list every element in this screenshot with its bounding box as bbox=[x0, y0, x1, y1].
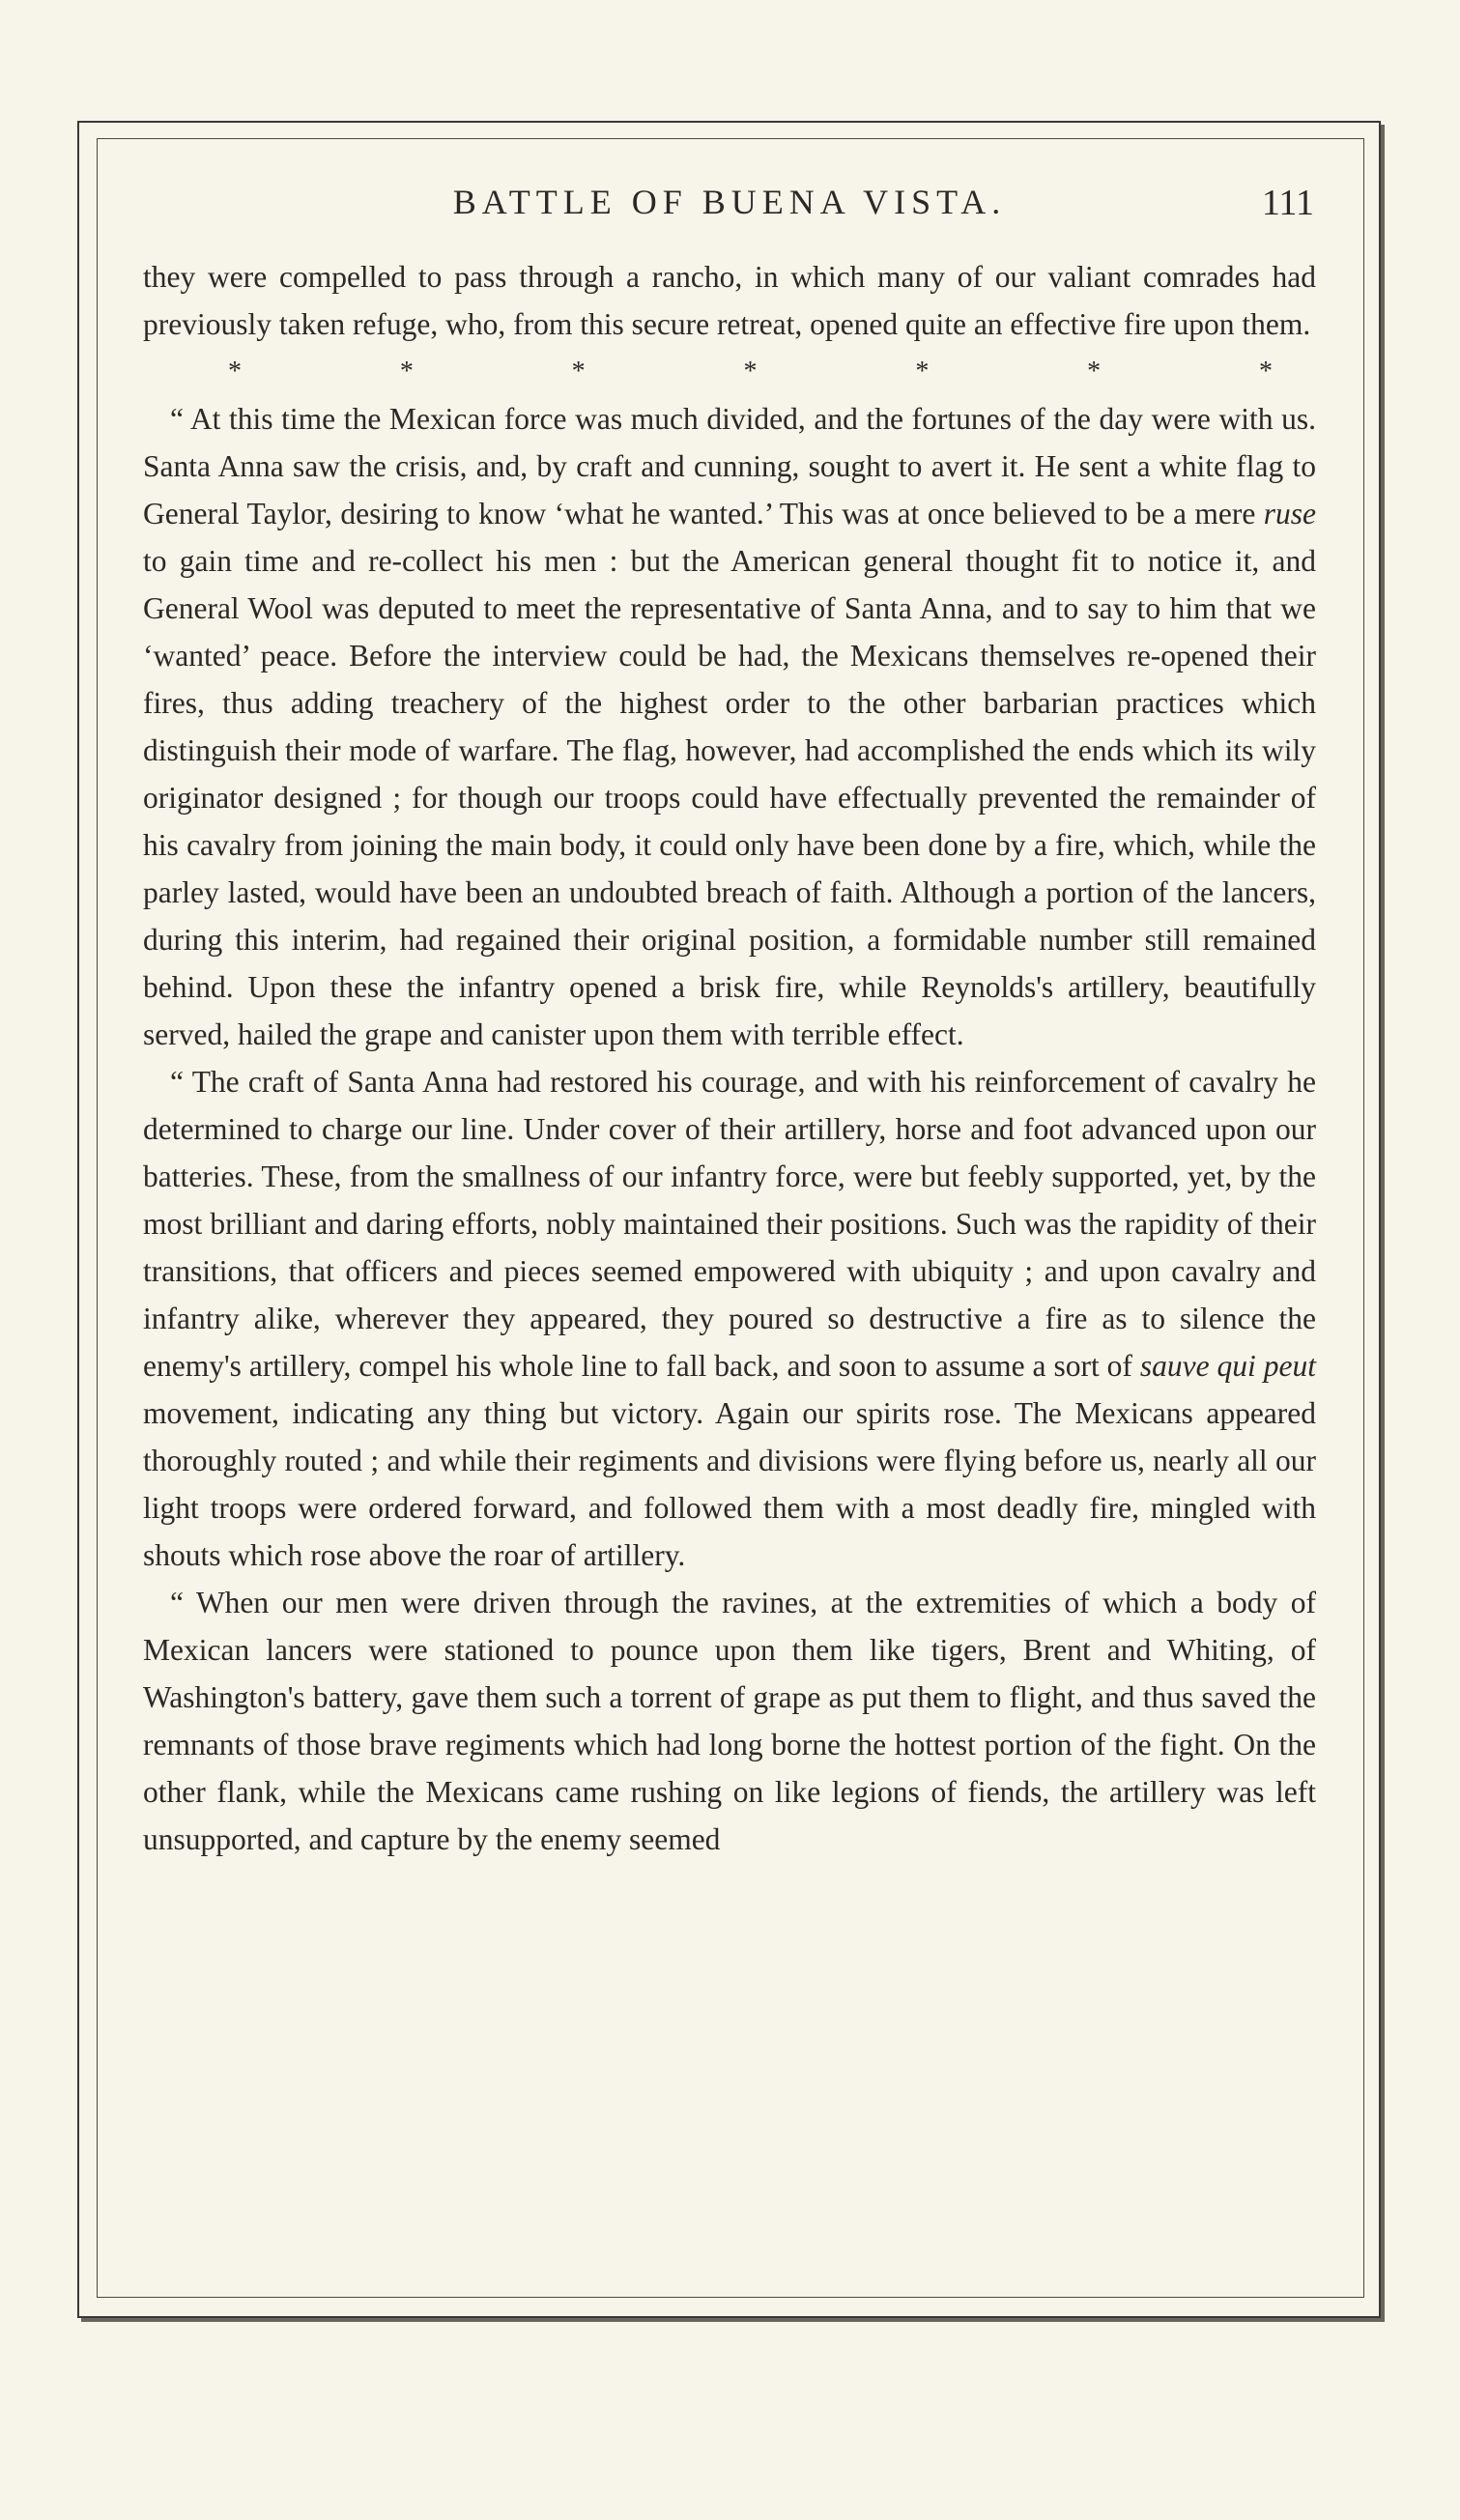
asterism-separator bbox=[143, 348, 1316, 395]
paragraph-3-part-a: “ The craft of Santa Anna had restored his courage, and with his reinforcement of cavalry he determined to charge our line. Under cover of their artillery, horse and foot advanced upon our batteries. These, from the smallness of our infantry force, were but feebly supported, yet, by the most brilliant and daring efforts, nobly maintained their positions. Such was the rapidity of their transitions, that officers and pieces seemed empowered with ubiquity ; and upon cavalry and infantry alike, wherever they appeared, they poured so destructive a fire as to silence the enemy's artillery, compel his whole line to fall back, and soon to assume a sort of bbox=[143, 1065, 1316, 1383]
paragraph-1: they were compelled to pass through a rancho, in which many of our valiant comrades had previously taken refuge, who, from this secure retreat, opened quite an effective fire upon them. bbox=[143, 260, 1316, 341]
paragraph-2-part-a: “ At this time the Mexican force was much divided, and the fortunes of the day were with us. Santa Anna saw the crisis, and, by craft and cunning, sought to avert it. He sent a white flag to General Taylor, desiring to know ‘what he wanted.’ This was at once believed to be a mere bbox=[143, 402, 1316, 530]
asterisk: * bbox=[743, 357, 758, 387]
paragraph-4: “ When our men were driven through the ravines, at the extremities of which a body of Mexican lancers were stationed to pounce upon them like tigers, Brent and Whiting, of Washington's battery, gave them such a torrent of grape as put them to flight, and thus saved the remnants of those brave regiments which had long borne the hottest portion of the fight. On the other flank, while the Mexicans came rushing on like legions of fiends, the artillery was left unsupported, and capture by the enemy seemed bbox=[143, 1586, 1316, 1856]
running-title: BATTLE OF BUENA VISTA. bbox=[452, 183, 1007, 221]
italic-sauve-qui-peut: sauve qui peut bbox=[1139, 1349, 1316, 1383]
italic-ruse: ruse bbox=[1263, 497, 1316, 530]
body-text bbox=[143, 253, 1316, 1863]
page-number: 111 bbox=[1261, 183, 1314, 223]
asterisk: * bbox=[228, 357, 242, 387]
asterisk: * bbox=[915, 357, 930, 387]
asterisk: * bbox=[1087, 357, 1102, 387]
paragraph-2 bbox=[143, 395, 1316, 1058]
paragraph-3-part-b: movement, indicating any thing but victory. Again our spirits rose. The Mexicans appeared thoroughly routed ; and while their regiments and divisions were flying before us, nearly all our light troops were ordered forward, and followed them with a most deadly fire, mingled with shouts which rose above the roar of artillery. bbox=[143, 1396, 1316, 1572]
page-header bbox=[97, 182, 1362, 240]
paragraph-2-part-b: to gain time and re-collect his men : but the American general thought fit to notice it, and General Wool was deputed to meet the representative of Santa Anna, and to say to him that we ‘wanted’ peace. Before the interview could be had, the Mexicans themselves re-opened their fires, thus adding treachery of the highest order to the other barbarian practices which distinguish their mode of warfare. The flag, however, had accomplished the ends which its wily originator designed ; for though our troops could have effectually prevented the remainder of his cavalry from joining the main body, it could only have been done by a fire, which, while the parley lasted, would have been an undoubted breach of faith. Although a portion of the lancers, during this interim, had regained their original position, a formidable number still remained behind. Upon these the infantry opened a brisk fire, while Reynolds's artillery, beautifully served, hailed the grape and canister upon them with terrible effect. bbox=[143, 544, 1316, 1051]
asterisk: * bbox=[399, 357, 414, 387]
paragraph-3 bbox=[143, 1058, 1316, 1579]
asterisk: * bbox=[571, 357, 586, 387]
asterisk: * bbox=[1258, 357, 1273, 387]
